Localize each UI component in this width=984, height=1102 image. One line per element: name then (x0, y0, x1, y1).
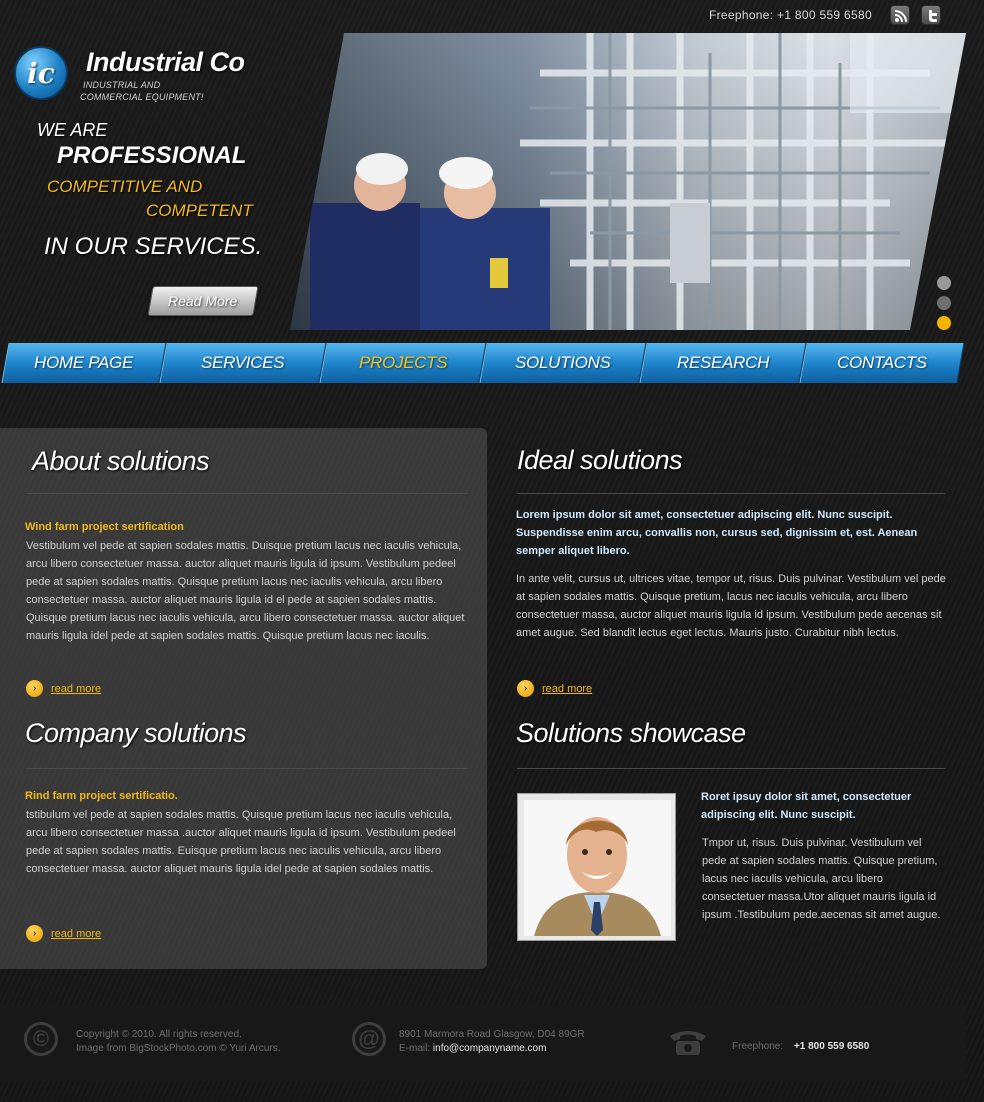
ideal-read-more-label: read more (542, 682, 593, 695)
about-read-more[interactable] (26, 680, 101, 697)
footer-phone (732, 1040, 912, 1054)
ideal-title: Ideal solutions (517, 445, 683, 475)
slider-dot-3-active[interactable] (937, 316, 951, 330)
footer-copyright (76, 1028, 326, 1056)
copyright-text: Copyright © 2010. All rights reserved. (76, 1029, 242, 1040)
slogan-line-1: WE ARE (37, 120, 108, 140)
nav-projects[interactable] (319, 343, 486, 383)
arrow-right-icon: › (26, 925, 43, 942)
slogan-line-2: PROFESSIONAL (57, 142, 247, 169)
nav-research[interactable] (639, 343, 806, 383)
nav-contacts[interactable] (799, 343, 964, 383)
ideal-read-more[interactable] (517, 680, 592, 697)
company-read-more[interactable] (26, 925, 101, 942)
email-label: E-mail: (399, 1043, 431, 1054)
nav-home-label: HOME PAGE (34, 353, 134, 372)
arrow-right-icon: › (517, 680, 534, 697)
slider-dot-1[interactable] (937, 276, 951, 290)
hero-read-more-button[interactable] (147, 286, 258, 316)
email-link[interactable]: info@companyname.com (432, 1043, 547, 1054)
freephone-top: Freephone: +1 800 559 6580 (709, 8, 872, 22)
ideal-divider (517, 493, 945, 494)
showcase-photo[interactable] (517, 793, 676, 941)
company-title: Company solutions (25, 718, 247, 748)
logo-tagline-2: COMMERCIAL EQUIPMENT! (80, 92, 204, 102)
showcase-text: Tmpor ut, risus. Duis pulvinar. Vestibulum vel pede at sapien sodales mattis. Quisque pretium, lacus nec iaculis vehicula, arcu libero consectetuer massa.Utor aliquet mauris ligula id ipsum .Testibulum pede.aecenas sit amet augue. (702, 837, 941, 921)
logo-name[interactable]: Industrial Co (86, 47, 245, 77)
footer-contact (399, 1028, 649, 1056)
left-content-panel (0, 428, 487, 969)
logo-tagline-1: INDUSTRIAL AND (83, 80, 161, 90)
hero-image (290, 33, 966, 330)
company-subtitle[interactable]: Rind farm project sertificatio. (25, 790, 178, 802)
top-bar (0, 0, 984, 30)
ideal-text: In ante velit, cursus ut, ultrices vitae, tempor ut, risus. Duis pulvinar. Vestibulum vel pede at sapien sodales mattis. Quisque pretium, lacus nec iaculis vehicula, arcu libero consectetuer massa, auctor aliquet mauris ligula id ipsum. Vestibulum pede aecenas sit amet augue. Sed blandit lectus eget lectus. Mauris justo. Curabitur nibh lectus. (516, 573, 946, 639)
nav-projects-label: PROJECTS (358, 353, 448, 372)
rss-icon[interactable] (890, 5, 910, 25)
about-text: Vestibulum vel pede at sapien sodales mattis. Duisque pretium lacus nec iaculis vehicula, arcu libero consectetuer massa. auctor aliquet mauris ligula id ipsum. Vestibulum pedeel pede at sapien sodales mattis. Quisque pretium lacus nec iaculis vehicula, arcu libero consectetuer massa. auctor aliquet mauris ligula id el pede at sapien sodales mattis. Quisque pretium lacus nec iaculis vehicula, arcu libero consectetuer massa. auctor aliquet mauris ligula idel pede at sapien sodales mattis. Quisque pretium lacus nec iaculis. (26, 540, 465, 642)
ideal-lead: Lorem ipsum dolor sit amet, consectetuer adipiscing elit. Nunc suscipit. Suspendisse enim arcu, convallis non, cursus sed, dignissim et, est. Aenean semper aliquet libero. (516, 509, 918, 557)
about-subtitle[interactable]: Wind farm project sertification (25, 521, 184, 533)
nav-services[interactable] (159, 343, 326, 383)
portrait-illustration (524, 800, 671, 936)
footer-phone-number: +1 800 559 6580 (793, 1041, 870, 1052)
company-text: tstibulum vel pede at sapien sodales mattis. Quisque pretium lacus nec iaculis vehicula, arcu libero consectetuer massa .auctor aliquet mauris ligula id ipsum. Vestibulum pedeel pede at sapien sodales mattis. Euisque pretium lacus nec iaculis vehicula, arcu libero consectetuer massa. auctor aliquet mauris ligula idel pede at sapien sodales mattis. (26, 809, 456, 875)
telephone-icon (668, 1028, 708, 1056)
showcase-divider (517, 768, 945, 769)
nav-solutions-label: SOLUTIONS (515, 353, 611, 372)
image-credit-text: Image from BigStockPhoto.com © Yuri Arcurs. (76, 1043, 281, 1054)
nav-home[interactable] (1, 343, 166, 383)
nav-contacts-label: CONTACTS (837, 353, 927, 372)
copyright-icon: © (24, 1022, 58, 1056)
showcase-title: Solutions showcase (516, 718, 746, 748)
twitter-icon[interactable] (921, 5, 941, 25)
logo-tagline (80, 79, 240, 103)
slider-dot-2[interactable] (937, 296, 951, 310)
about-title: About solutions (32, 446, 210, 476)
company-divider (26, 768, 468, 769)
hero-read-more-label: Read More (168, 293, 238, 309)
showcase-lead: Roret ipsuy dolor sit amet, consectetuer adipiscing elit. Nunc suscipit. (701, 791, 912, 821)
company-read-more-label: read more (51, 927, 102, 940)
nav-services-label: SERVICES (201, 353, 285, 372)
slogan-line-4: COMPETENT (146, 201, 253, 220)
about-read-more-label: read more (51, 682, 102, 695)
logo-icon[interactable]: ic (14, 46, 68, 100)
at-sign-icon: @ (352, 1022, 386, 1056)
main-nav (0, 343, 966, 383)
slogan-line-3: COMPETITIVE AND (47, 177, 203, 196)
nav-research-label: RESEARCH (676, 353, 770, 372)
about-divider (26, 493, 468, 494)
arrow-right-icon: › (26, 680, 43, 697)
slogan-line-5: IN OUR SERVICES. (44, 233, 263, 260)
nav-solutions[interactable] (479, 343, 646, 383)
address-text: 8901 Marmora Road Glasgow, D04 89GR (399, 1029, 585, 1040)
industrial-plant-illustration (290, 33, 966, 330)
footer-phone-label: Freephone: (732, 1041, 784, 1052)
